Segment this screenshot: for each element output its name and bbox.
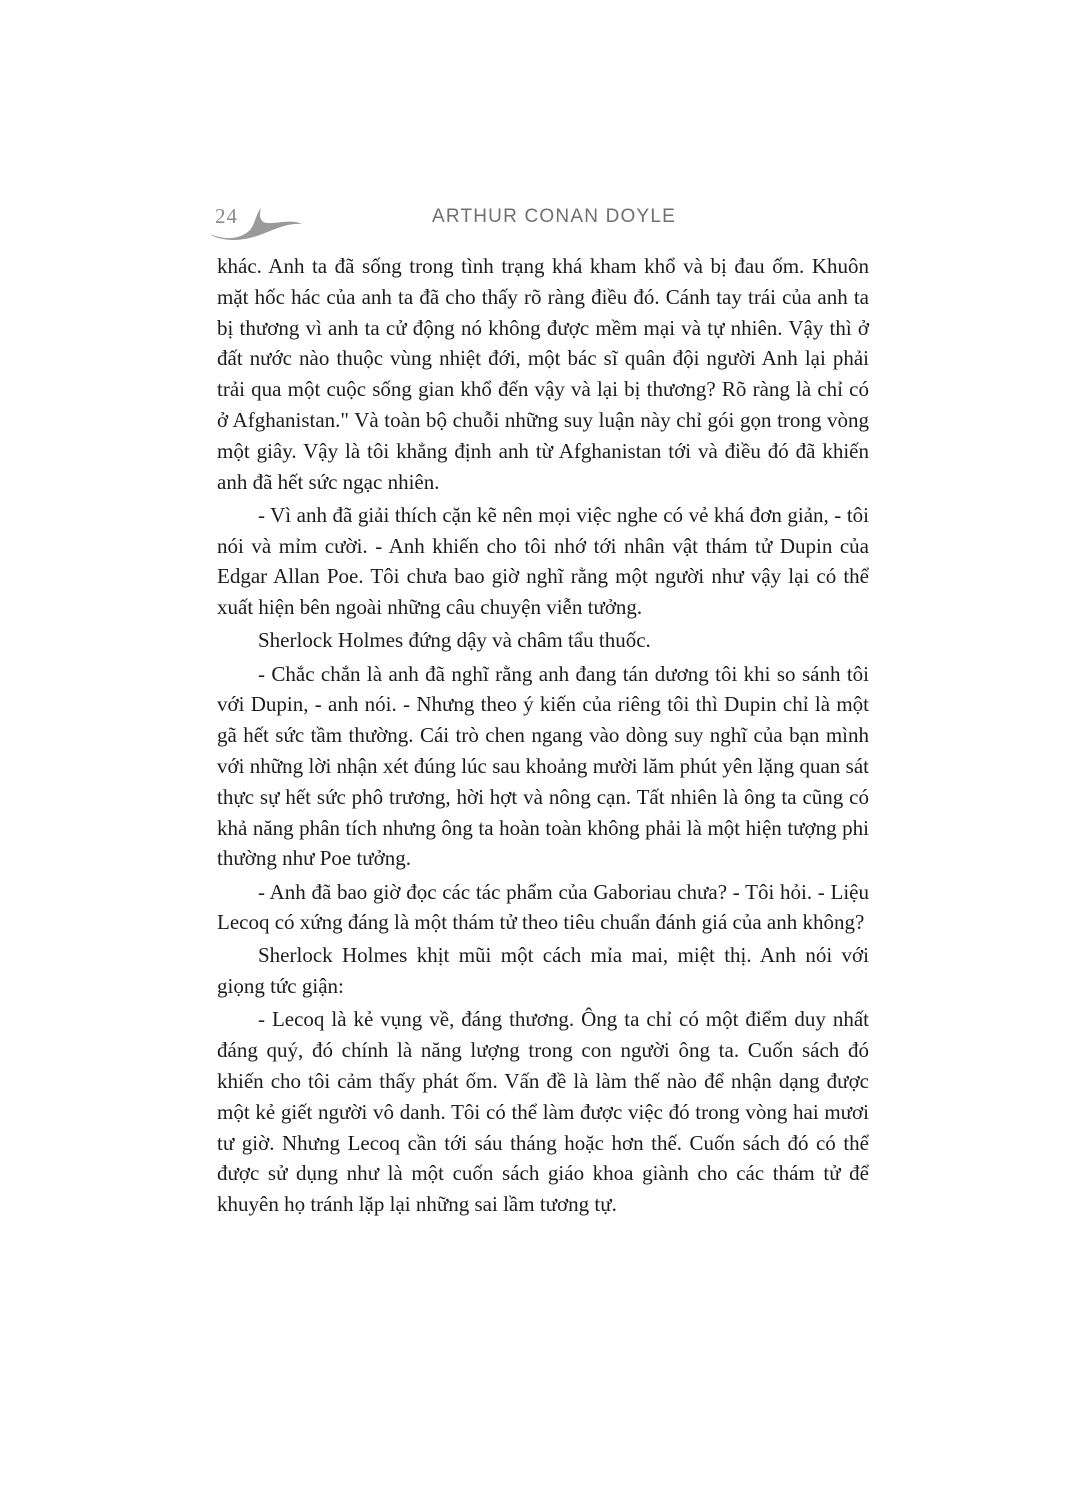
paragraph: - Anh đã bao giờ đọc các tác phẩm của Gaboriau chưa? - Tôi hỏi. - Liệu Lecoq có xứng đáng là một thám tử theo tiêu chuẩn đánh giá của anh không? [217,879,869,935]
paragraph: - Vì anh đã giải thích cặn kẽ nên mọi việc nghe có vẻ khá đơn giản, - tôi nói và mỉm cười. - Anh khiến cho tôi nhớ tới nhân vật thám tử Dupin của Edgar Allan Poe. Tôi chưa bao giờ nghĩ rằng một người như vậy lại có thể xuất hiện bên ngoài những câu chuyện viễn tưởng. [217,502,869,620]
paragraph: Sherlock Holmes khịt mũi một cách mỉa mai, miệt thị. Anh nói với giọng tức giận: [217,943,869,999]
page-number: 24 [215,204,238,228]
paragraph: - Lecoq là kẻ vụng về, đáng thương. Ông ta chỉ có một điểm duy nhất đáng quý, đó chính là năng lượng trong con người ông ta. Cuốn sách đó khiến cho tôi cảm thấy phát ốm. Vấn đề là làm thế nào để nhận dạng được một kẻ giết người vô danh. Tôi có thể làm được việc đó trong vòng hai mươi tư giờ. Nhưng Lecoq cần tới sáu tháng hoặc hơn thế. Cuốn sách đó có thể được sử dụng như là một cuốn sách giáo khoa giành cho các thám tử để khuyên họ tránh lặp lại những sai lầm tương tự. [217,1007,869,1217]
paragraph: Sherlock Holmes đứng dậy và châm tẩu thuốc. [258,628,651,653]
paragraph: - Chắc chắn là anh đã nghĩ rằng anh đang tán dương tôi khi so sánh tôi với Dupin, - anh nói. - Nhưng theo ý kiến của riêng tôi thì Dupin chỉ là một gã hết sức tầm thường. Cái trò chen ngang vào dòng suy nghĩ của bạn mình với những lời nhận xét đúng lúc sau khoảng mười lăm phút yên lặng quan sát thực sự hết sức phô trương, hời hợt và nông cạn. Tất nhiên là ông ta cũng có khả năng phân tích nhưng ông ta hoàn toàn không phải là một hiện tượng phi thường như Poe tưởng. [217,661,869,871]
paragraph: khác. Anh ta đã sống trong tình trạng khá kham khổ và bị đau ốm. Khuôn mặt hốc hác của anh ta đã cho thấy rõ ràng điều đó. Cánh tay trái của anh ta bị thương vì anh ta cử động nó không được mềm mại và tự nhiên. Vậy thì ở đất nước nào thuộc vùng nhiệt đới, một bác sĩ quân đội người Anh lại phải trải qua một cuộc sống gian khổ đến vậy và lại bị thương? Rõ ràng là chỉ có ở Afghanistan." Và toàn bộ chuỗi những suy luận này chỉ gói gọn trong vòng một giây. Vậy là tôi khẳng định anh từ Afghanistan tới và điều đó đã khiến anh đã hết sức ngạc nhiên. [217,254,869,494]
body-text [217,251,869,1220]
running-title: ARTHUR CONAN DOYLE [432,206,677,227]
page-header [206,196,871,246]
